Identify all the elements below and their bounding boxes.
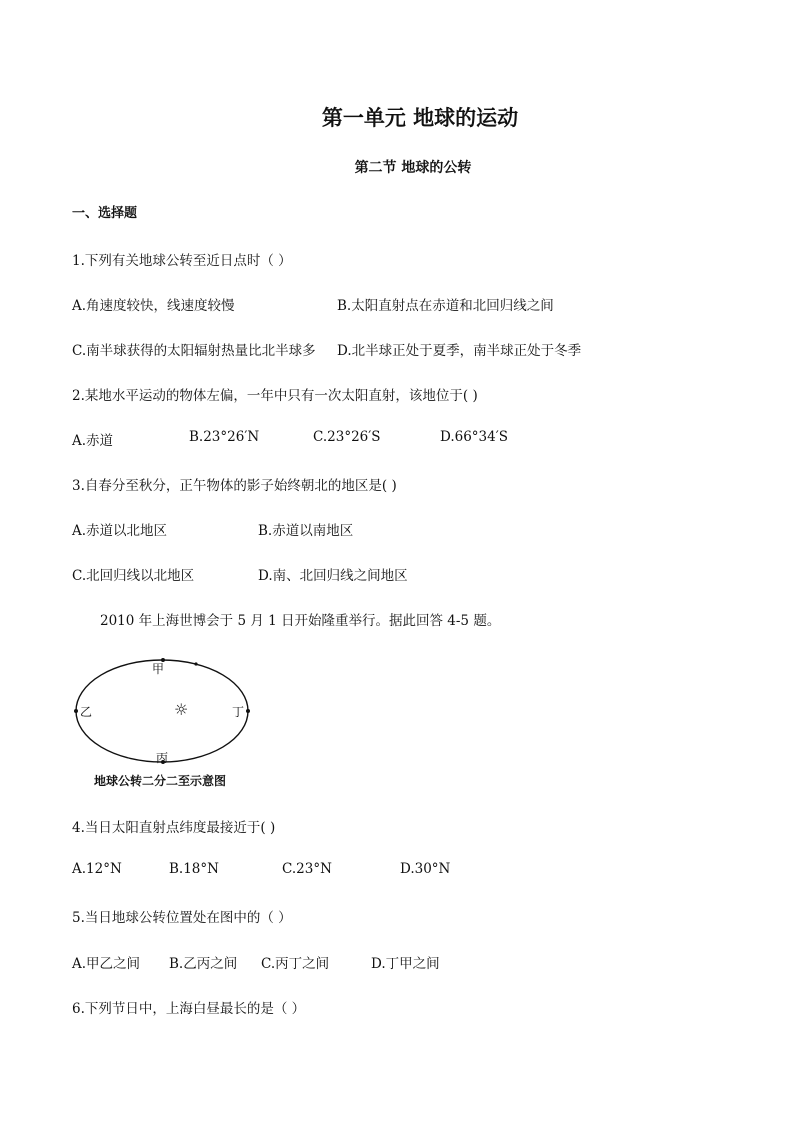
question-4-option-a: A.12°N: [72, 861, 122, 877]
question-4-stem: 4.当日太阳直射点纬度最接近于( ): [72, 820, 276, 836]
label-jia: 甲: [152, 662, 165, 676]
material-intro: 2010 年上海世博会于 5 月 1 日开始隆重举行。据此回答 4-5 题。: [100, 613, 501, 629]
orbit-point-extra: [194, 662, 197, 665]
orbit-ellipse-svg: [70, 652, 260, 792]
question-5-option-d: D.丁甲之间: [371, 956, 440, 972]
question-5-option-c: C.丙丁之间: [261, 956, 330, 972]
orbit-point-ding: [246, 709, 250, 713]
question-3-option-a: A.赤道以北地区: [72, 523, 168, 539]
question-5-option-b: B.乙丙之间: [169, 956, 238, 972]
question-2-option-c: C.23°26′S: [313, 429, 381, 445]
label-yi: 乙: [80, 705, 93, 719]
question-2-stem: 2.某地水平运动的物体左偏，一年中只有一次太阳直射，该地位于( ): [72, 388, 478, 404]
label-ding: 丁: [232, 705, 245, 719]
question-4-option-d: D.30°N: [400, 861, 451, 877]
question-6-stem: 6.下列节日中，上海白昼最长的是（ ）: [72, 1001, 306, 1017]
question-2-option-b: B.23°26′N: [189, 429, 260, 445]
question-3-option-c: C.北回归线以北地区: [72, 568, 195, 584]
question-1-option-c: C.南半球获得的太阳辐射热量比北半球多: [72, 343, 316, 359]
section-subtitle: 第二节 地球的公转: [354, 160, 472, 176]
question-3-option-d: D.南、北回归线之间地区: [258, 568, 408, 584]
orbit-point-yi: [74, 709, 78, 713]
question-1-option-b: B.太阳直射点在赤道和北回归线之间: [337, 298, 554, 314]
question-4-option-c: C.23°N: [282, 861, 332, 877]
question-1-stem: 1.下列有关地球公转至近日点时（ ）: [72, 253, 292, 269]
question-2-option-d: D.66°34′S: [440, 429, 509, 445]
question-3-stem: 3.自春分至秋分，正午物体的影子始终朝北的地区是( ): [72, 478, 397, 494]
question-5-option-a: A.甲乙之间: [72, 956, 141, 972]
question-1-option-a: A.角速度较快，线速度较慢: [72, 298, 235, 314]
sun-icon: ☼: [174, 700, 189, 719]
question-1-option-d: D.北半球正处于夏季，南半球正处于冬季: [337, 343, 582, 359]
question-3-option-b: B.赤道以南地区: [258, 523, 354, 539]
question-4-option-b: B.18°N: [169, 861, 219, 877]
page-title: 第一单元 地球的运动: [321, 105, 519, 130]
orbit-diagram: [70, 652, 260, 792]
diagram-caption: 地球公转二分二至示意图: [94, 774, 227, 788]
question-5-stem: 5.当日地球公转位置处在图中的（ ）: [72, 910, 292, 926]
question-2-option-a: A.赤道: [72, 433, 114, 449]
label-bing: 丙: [156, 751, 169, 765]
question-type-heading: 一、选择题: [72, 206, 138, 221]
